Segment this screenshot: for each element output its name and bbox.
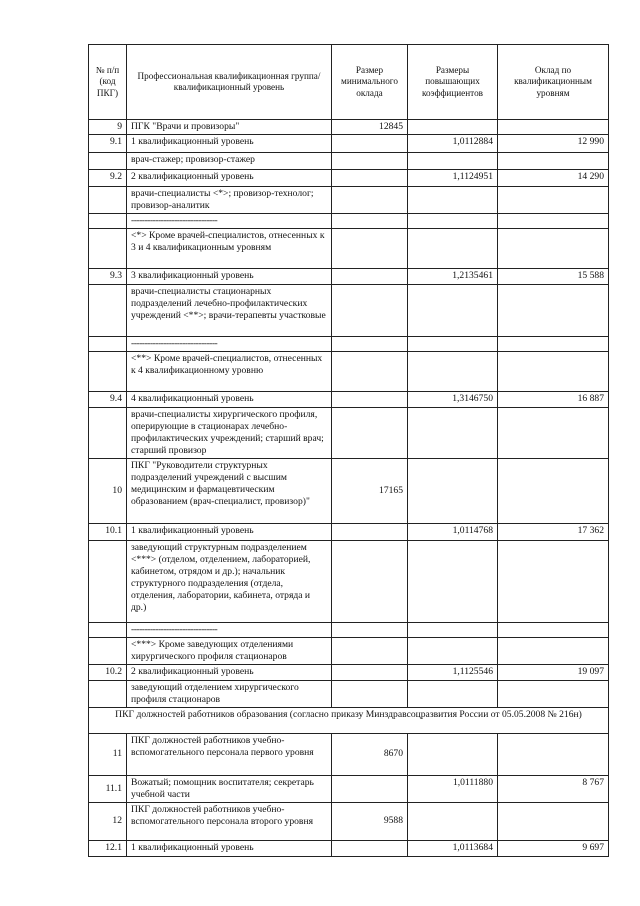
cell-min-salary (332, 840, 408, 856)
cell-salary: 15 588 (498, 268, 609, 284)
cell-salary: 9 697 (498, 840, 609, 856)
cell-num: 10 (89, 458, 127, 523)
cell-name: заведующий структурным подразделением <***> (отделом, отделением, лабораторией, кабинетом, отрядом и др.); начальник структурного подразделения (отдела, отделения, лаборатории, кабинета, отряда и др.) (127, 540, 332, 622)
table-row (89, 351, 609, 391)
cell-salary (498, 622, 609, 637)
cell-name: ПКГ должностей работников учебно-вспомогательного персонала первого уровня (127, 733, 332, 775)
table-row (89, 120, 609, 135)
cell-num (89, 540, 127, 622)
cell-coefficient (408, 622, 498, 637)
cell-num (89, 228, 127, 268)
cell-coefficient (408, 284, 498, 336)
table-row (89, 391, 609, 407)
cell-num (89, 152, 127, 169)
cell-coefficient (408, 213, 498, 228)
cell-num: 11 (89, 733, 127, 775)
cell-salary (498, 186, 609, 213)
table-row (89, 213, 609, 228)
section-heading: ПКГ должностей работников образования (согласно приказу Минздравсоцразвития России от 05.05.2008 № 216н) (89, 707, 609, 733)
cell-salary (498, 637, 609, 664)
cell-salary (498, 228, 609, 268)
cell-name: ПКГ должностей работников учебно-вспомогательного персонала второго уровня (127, 802, 332, 840)
table-row (89, 707, 609, 733)
table-row (89, 407, 609, 458)
table-row (89, 622, 609, 637)
cell-coefficient: 1,2135461 (408, 268, 498, 284)
cell-salary: 14 290 (498, 169, 609, 186)
table-row (89, 523, 609, 540)
cell-num: 10.1 (89, 523, 127, 540)
qualification-table (88, 44, 609, 857)
table-body (89, 120, 609, 857)
table-row (89, 169, 609, 186)
cell-salary (498, 152, 609, 169)
cell-salary (498, 458, 609, 523)
cell-salary (498, 407, 609, 458)
cell-salary (498, 351, 609, 391)
table-row (89, 284, 609, 336)
cell-coefficient (408, 228, 498, 268)
cell-num: 12 (89, 802, 127, 840)
cell-name: ПГК "Врачи и провизоры" (127, 120, 332, 135)
cell-name: ПКГ "Руководители структурных подразделений учреждений с высшим медицинским и фармацевтическим образованием (врач-специалист, провизор)" (127, 458, 332, 523)
cell-salary (498, 213, 609, 228)
header-salary: Оклад по квалификационным уровням (498, 45, 609, 120)
cell-min-salary (332, 664, 408, 680)
cell-name: 2 квалификационный уровень (127, 169, 332, 186)
cell-min-salary (332, 134, 408, 152)
cell-name: 4 квалификационный уровень (127, 391, 332, 407)
cell-name: <**> Кроме врачей-специалистов, отнесенных к 4 квалификационному уровню (127, 351, 332, 391)
cell-num: 10.2 (89, 664, 127, 680)
table-row (89, 152, 609, 169)
table-row (89, 680, 609, 707)
cell-num (89, 336, 127, 351)
cell-name: <***> Кроме заведующих отделениями хирургического профиля стационаров (127, 637, 332, 664)
cell-salary: 16 887 (498, 391, 609, 407)
cell-name: заведующий отделением хирургического профиля стационаров (127, 680, 332, 707)
table-row (89, 186, 609, 213)
cell-min-salary (332, 540, 408, 622)
cell-name: -------------------------------- (127, 213, 332, 228)
cell-num (89, 213, 127, 228)
cell-num: 9.4 (89, 391, 127, 407)
table-row (89, 637, 609, 664)
cell-name: врачи-специалисты <*>; провизор-технолог; провизор-аналитик (127, 186, 332, 213)
cell-min-salary (332, 228, 408, 268)
cell-num (89, 622, 127, 637)
cell-min-salary: 9588 (332, 802, 408, 840)
cell-min-salary (332, 351, 408, 391)
cell-coefficient: 1,0111880 (408, 775, 498, 802)
cell-coefficient (408, 733, 498, 775)
cell-coefficient: 1,0113684 (408, 840, 498, 856)
header-row (89, 45, 609, 120)
cell-name: -------------------------------- (127, 336, 332, 351)
cell-num: 9 (89, 120, 127, 135)
table-row (89, 840, 609, 856)
cell-name: 1 квалификационный уровень (127, 840, 332, 856)
header-coefficient: Размеры повышающих коэффициентов (408, 45, 498, 120)
cell-min-salary: 8670 (332, 733, 408, 775)
table-row (89, 664, 609, 680)
cell-salary (498, 680, 609, 707)
cell-min-salary (332, 152, 408, 169)
cell-min-salary (332, 391, 408, 407)
cell-min-salary (332, 407, 408, 458)
cell-salary (498, 733, 609, 775)
cell-name: 2 квалификационный уровень (127, 664, 332, 680)
header-num: № п/п (код ПКГ) (89, 45, 127, 120)
cell-num (89, 186, 127, 213)
cell-min-salary (332, 775, 408, 802)
cell-coefficient (408, 407, 498, 458)
cell-salary: 12 990 (498, 134, 609, 152)
cell-min-salary (332, 186, 408, 213)
cell-name: Вожатый; помощник воспитателя; секретарь учебной части (127, 775, 332, 802)
cell-name: врач-стажер; провизор-стажер (127, 152, 332, 169)
cell-name: <*> Кроме врачей-специалистов, отнесенных к 3 и 4 квалификационным уровням (127, 228, 332, 268)
cell-coefficient (408, 458, 498, 523)
cell-min-salary (332, 680, 408, 707)
table-row (89, 268, 609, 284)
cell-coefficient: 1,3146750 (408, 391, 498, 407)
table-row (89, 228, 609, 268)
cell-coefficient (408, 351, 498, 391)
cell-num (89, 284, 127, 336)
cell-coefficient (408, 637, 498, 664)
cell-num: 11.1 (89, 775, 127, 802)
table-row (89, 802, 609, 840)
table-row (89, 336, 609, 351)
cell-salary (498, 284, 609, 336)
cell-salary (498, 802, 609, 840)
cell-name: -------------------------------- (127, 622, 332, 637)
cell-coefficient (408, 540, 498, 622)
cell-num (89, 637, 127, 664)
cell-salary: 19 097 (498, 664, 609, 680)
cell-salary (498, 120, 609, 135)
cell-coefficient (408, 680, 498, 707)
table-row (89, 775, 609, 802)
cell-num: 9.3 (89, 268, 127, 284)
cell-coefficient: 1,1125546 (408, 664, 498, 680)
cell-min-salary: 17165 (332, 458, 408, 523)
cell-min-salary (332, 284, 408, 336)
cell-num (89, 680, 127, 707)
cell-name: 3 квалификационный уровень (127, 268, 332, 284)
cell-min-salary (332, 169, 408, 186)
cell-name: 1 квалификационный уровень (127, 134, 332, 152)
cell-salary (498, 540, 609, 622)
cell-salary: 8 767 (498, 775, 609, 802)
cell-salary: 17 362 (498, 523, 609, 540)
cell-min-salary (332, 268, 408, 284)
cell-name: врачи-специалисты стационарных подразделений лечебно-профилактических учреждений <**>; врачи-терапевты участковые (127, 284, 332, 336)
table-row (89, 458, 609, 523)
cell-min-salary: 12845 (332, 120, 408, 135)
cell-coefficient (408, 120, 498, 135)
cell-min-salary (332, 622, 408, 637)
cell-coefficient (408, 186, 498, 213)
cell-coefficient: 1,0112884 (408, 134, 498, 152)
table-row (89, 733, 609, 775)
cell-coefficient: 1,1124951 (408, 169, 498, 186)
cell-min-salary (332, 336, 408, 351)
table-row (89, 134, 609, 152)
cell-min-salary (332, 637, 408, 664)
table-row (89, 540, 609, 622)
cell-coefficient: 1,0114768 (408, 523, 498, 540)
cell-coefficient (408, 152, 498, 169)
cell-num (89, 351, 127, 391)
cell-coefficient (408, 802, 498, 840)
cell-min-salary (332, 213, 408, 228)
cell-num: 9.2 (89, 169, 127, 186)
cell-name: врачи-специалисты хирургического профиля, оперирующие в стационарах лечебно-профилактических учреждений; старший врач; старший провизор (127, 407, 332, 458)
cell-num: 12.1 (89, 840, 127, 856)
cell-name: 1 квалификационный уровень (127, 523, 332, 540)
cell-num (89, 407, 127, 458)
cell-coefficient (408, 336, 498, 351)
cell-salary (498, 336, 609, 351)
cell-num: 9.1 (89, 134, 127, 152)
header-name: Профессиональная квалификационная группа/квалификационный уровень (127, 45, 332, 120)
cell-min-salary (332, 523, 408, 540)
header-min-salary: Размер минимального оклада (332, 45, 408, 120)
